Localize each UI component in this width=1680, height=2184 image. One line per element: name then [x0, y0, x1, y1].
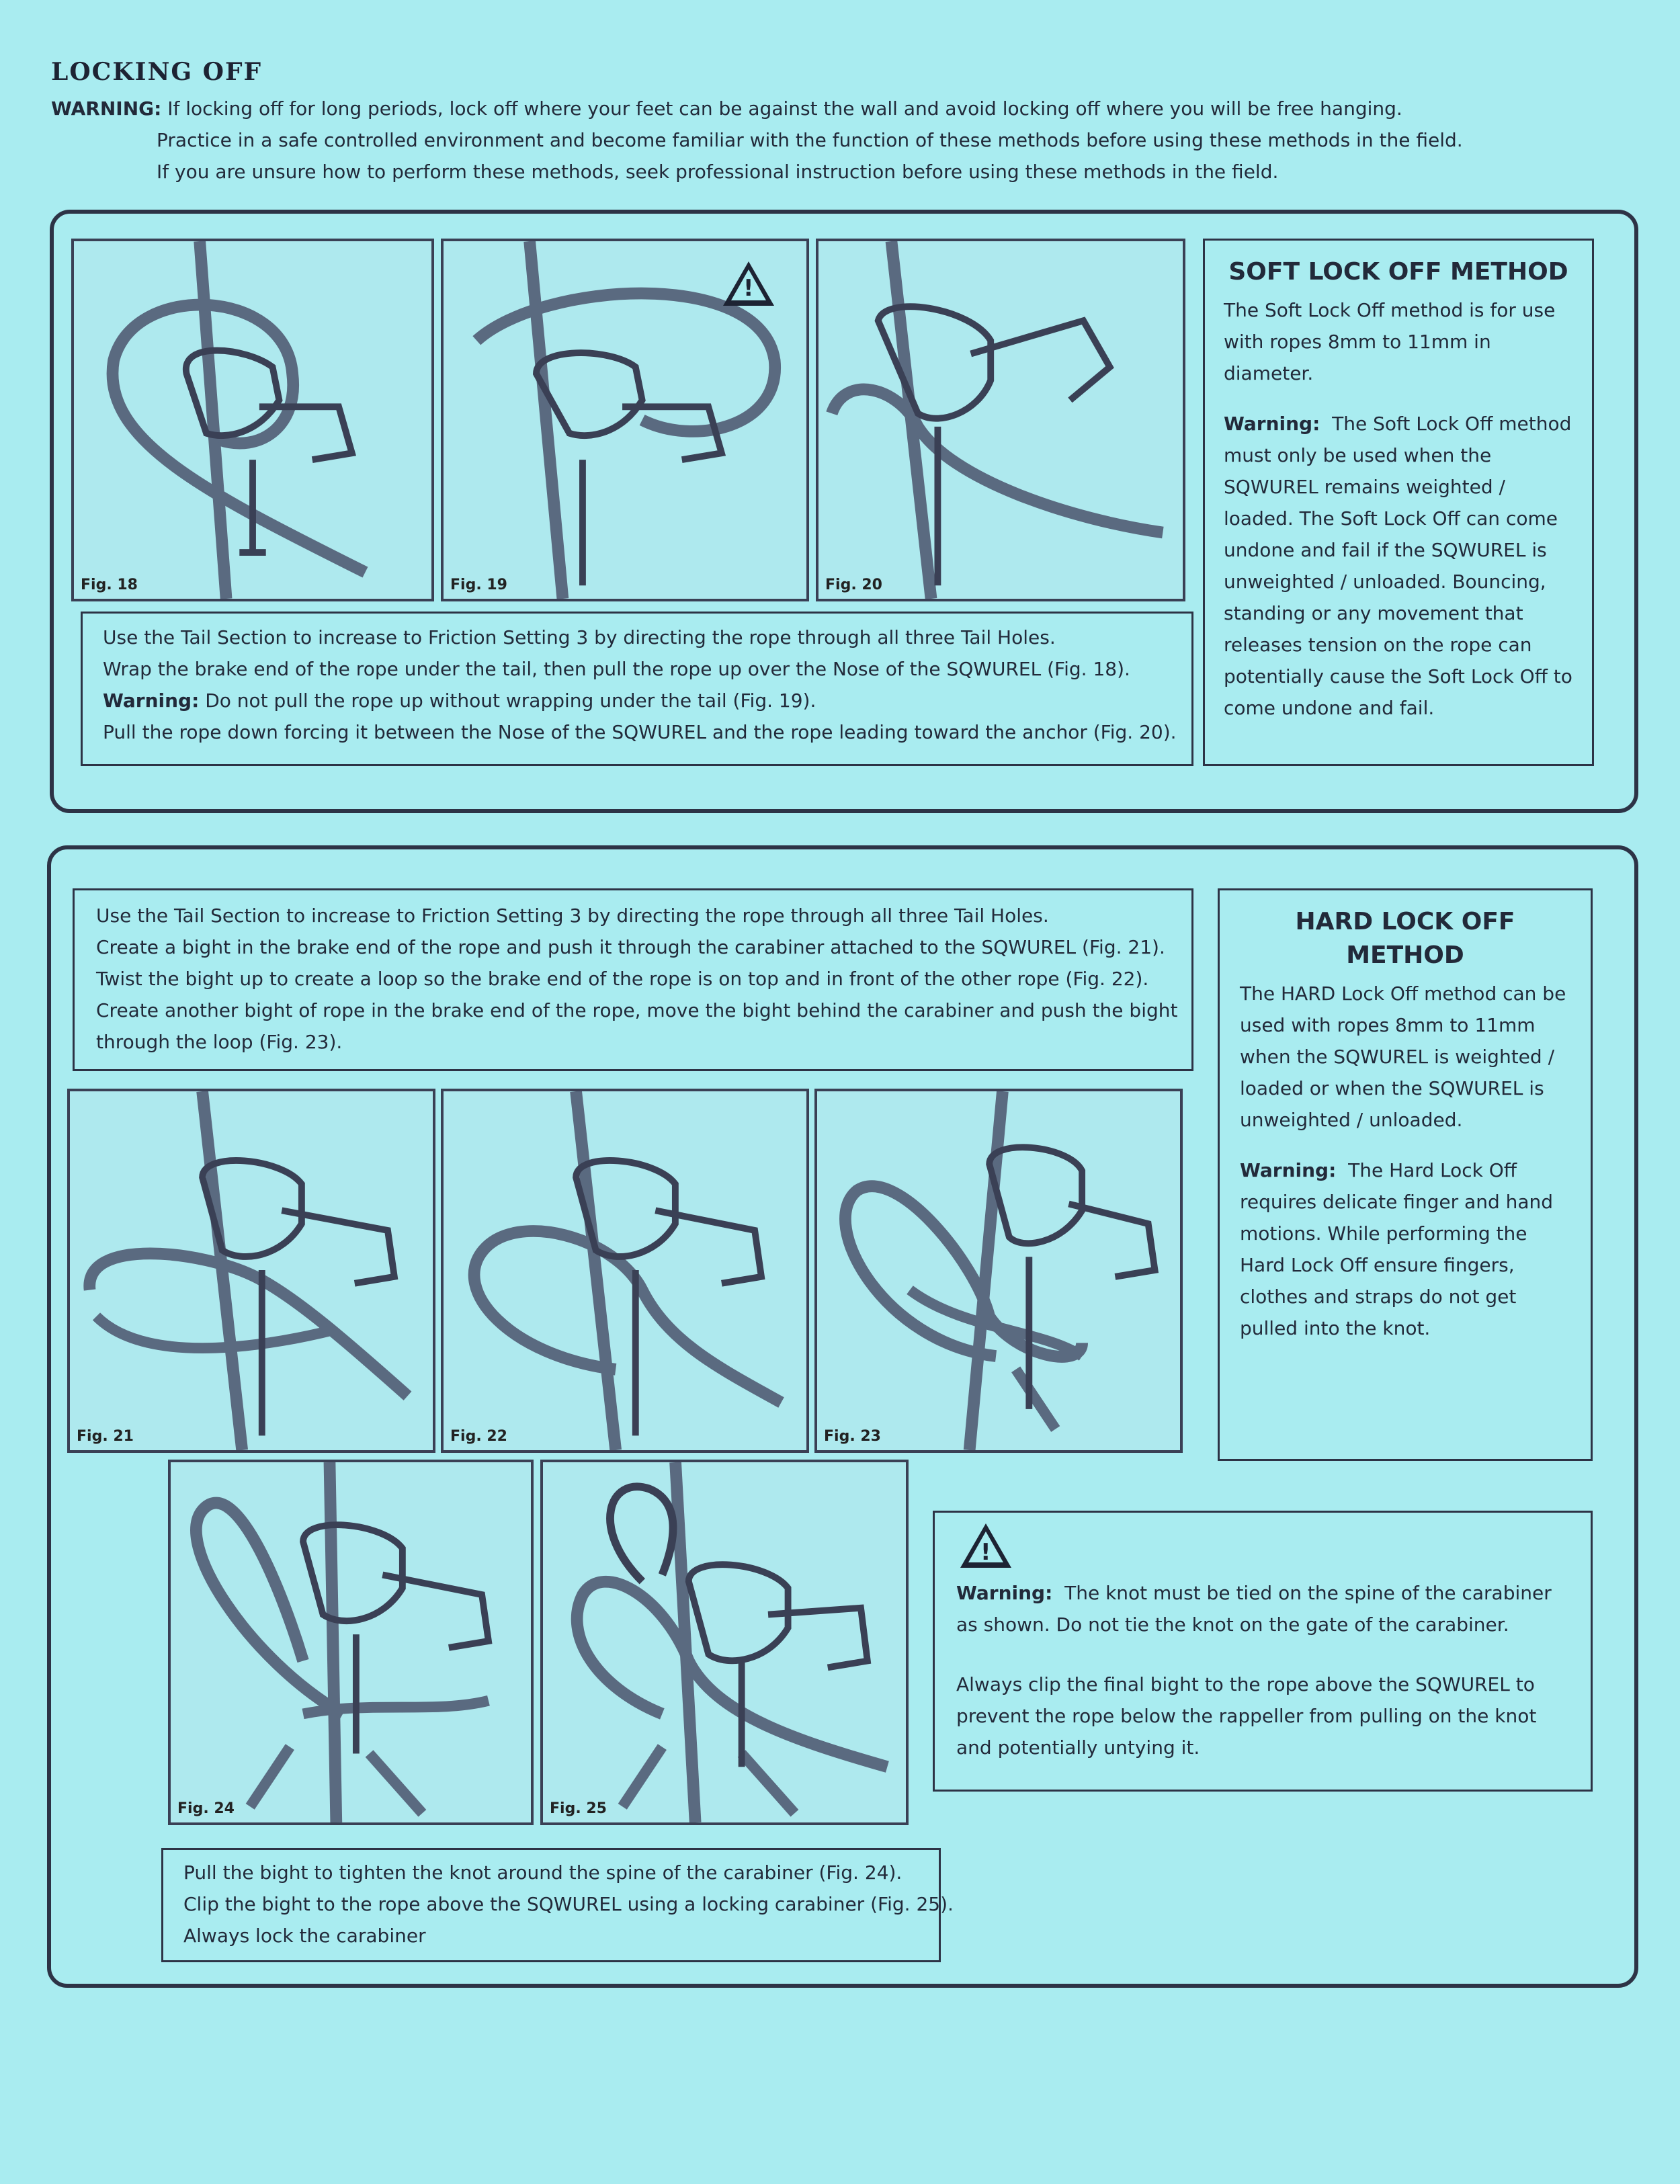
soft-warning-text: Do not pull the rope up without wrapping under the tail (Fig. 19).: [199, 689, 816, 712]
hard-step-2: Create a bight in the brake end of the rope and push it through the carabiner attached to the SQWUREL (Fig. 21).: [96, 936, 1165, 958]
warning-line-3: If you are unsure how to perform these methods, seek professional instruction before using these methods in the field.: [157, 161, 1279, 183]
figure-24: [168, 1460, 534, 1825]
fig-18-label: Fig. 18: [81, 577, 138, 593]
hard-lock-off-sidebar: [1218, 888, 1593, 1461]
fig-19-label: Fig. 19: [450, 577, 507, 593]
knot-warning-box: [933, 1511, 1593, 1792]
soft-step-4: Pull the rope down forcing it between the Nose of the SQWUREL and the rope leading toward the anchor (Fig. 20).: [103, 721, 1177, 743]
figure-22: [441, 1089, 809, 1453]
figure-18: [71, 239, 434, 601]
soft-lock-off-sidebar: [1203, 239, 1594, 766]
figure-20-illustration: [818, 241, 1183, 599]
knot-warning-text: [956, 1577, 1569, 1640]
fig-25-label: Fig. 25: [550, 1800, 607, 1817]
knot-warning-body: The knot must be tied on the spine of the carabiner as shown. Do not tie the knot on the gate of the carabiner.: [956, 1582, 1552, 1636]
final-step-2: Clip the bight to the rope above the SQWUREL using a locking carabiner (Fig. 25).: [183, 1893, 954, 1915]
hard-step-1: Use the Tail Section to increase to Friction Setting 3 by directing the rope through all three Tail Holes.: [96, 905, 1049, 927]
figure-24-illustration: [171, 1462, 531, 1822]
final-step-3: Always lock the carabiner: [183, 1925, 426, 1947]
figure-18-illustration: [74, 241, 431, 599]
fig-23-label: Fig. 23: [824, 1428, 881, 1445]
soft-side-warning-label: Warning:: [1224, 413, 1320, 435]
figure-19: [441, 239, 809, 601]
final-steps-box: [161, 1848, 954, 1962]
warning-line-2: Practice in a safe controlled environment and become familiar with the function of these methods before using these methods in the field.: [157, 129, 1463, 151]
hard-instructions-box: [73, 888, 1193, 1071]
figure-22-illustration: [444, 1091, 806, 1450]
figure-21: [67, 1089, 435, 1453]
fig-20-label: Fig. 20: [825, 577, 882, 593]
figure-20: [816, 239, 1185, 601]
final-step-1: Pull the bight to tighten the knot around the spine of the carabiner (Fig. 24).: [183, 1861, 902, 1884]
soft-step-1: Use the Tail Section to increase to Friction Setting 3 by directing the rope through all three Tail Holes.: [103, 626, 1056, 648]
knot-warning-icon: [960, 1523, 1569, 1577]
hard-step-5: through the loop (Fig. 23).: [96, 1031, 343, 1053]
warning-line-1: If locking off for long periods, lock off where your feet can be against the wall and avoid locking off where you will be free hanging.: [167, 97, 1402, 120]
hard-step-3: Twist the bight up to create a loop so the brake end of the rope is on top and in front of the other rope (Fig. 22).: [96, 968, 1149, 990]
fig-22-label: Fig. 22: [450, 1428, 507, 1445]
warning-triangle-icon: !: [723, 261, 774, 306]
general-warning: [51, 93, 1597, 187]
page-title: LOCKING OFF: [51, 58, 263, 86]
knot-warning-text-2: Always clip the final bight to the rope above the SQWUREL to prevent the rope below the rappeller from pulling on the knot and potentially untying it.: [956, 1673, 1537, 1759]
soft-instructions-box: [81, 612, 1193, 766]
figure-25-illustration: [543, 1462, 906, 1822]
hard-side-text: The HARD Lock Off method can be used with ropes 8mm to 11mm when the SQWUREL is weighted / loaded or when the SQWUREL is unweighted / unloaded.: [1240, 982, 1566, 1131]
soft-side-text: The Soft Lock Off method is for use with ropes 8mm to 11mm in diameter.: [1224, 299, 1556, 384]
soft-side-warning: [1224, 408, 1573, 724]
fig-21-label: Fig. 21: [77, 1428, 134, 1445]
figure-23: [814, 1089, 1183, 1453]
figure-23-illustration: [817, 1091, 1180, 1450]
warning-label: WARNING:: [51, 97, 162, 120]
hard-side-title: HARD LOCK OFF METHOD: [1295, 908, 1515, 969]
hard-side-warning-label: Warning:: [1240, 1159, 1337, 1181]
soft-step-2: Wrap the brake end of the rope under the tail, then pull the rope up over the Nose of the SQWUREL (Fig. 18).: [103, 658, 1130, 680]
soft-side-title: SOFT LOCK OFF METHOD: [1228, 258, 1568, 286]
figure-21-illustration: [70, 1091, 433, 1450]
knot-warning-label: Warning:: [956, 1582, 1053, 1604]
hard-side-warning: [1240, 1154, 1570, 1344]
soft-warning-line: [103, 685, 1171, 716]
hard-step-4: Create another bight of rope in the brake end of the rope, move the bight behind the carabiner and push the bight: [96, 999, 1178, 1021]
soft-side-warning-text: The Soft Lock Off method must only be used when the SQWUREL remains weighted / loaded. The Soft Lock Off can come undone and fail if the SQWUREL is unweighted / unloaded. Bouncing, standing or any movement that releases tension on the rope can potentially cause the Soft Lock Off to come undone and fail.: [1224, 413, 1572, 719]
soft-warning-label: Warning:: [103, 689, 200, 712]
fig-24-label: Fig. 24: [177, 1800, 235, 1817]
warning-triangle-icon-2: !: [960, 1523, 1011, 1568]
figure-25: [540, 1460, 909, 1825]
hard-side-warning-text: The Hard Lock Off requires delicate finger and hand motions. While performing the Hard Lock Off ensure fingers, clothes and straps do not get pulled into the knot.: [1240, 1159, 1554, 1339]
